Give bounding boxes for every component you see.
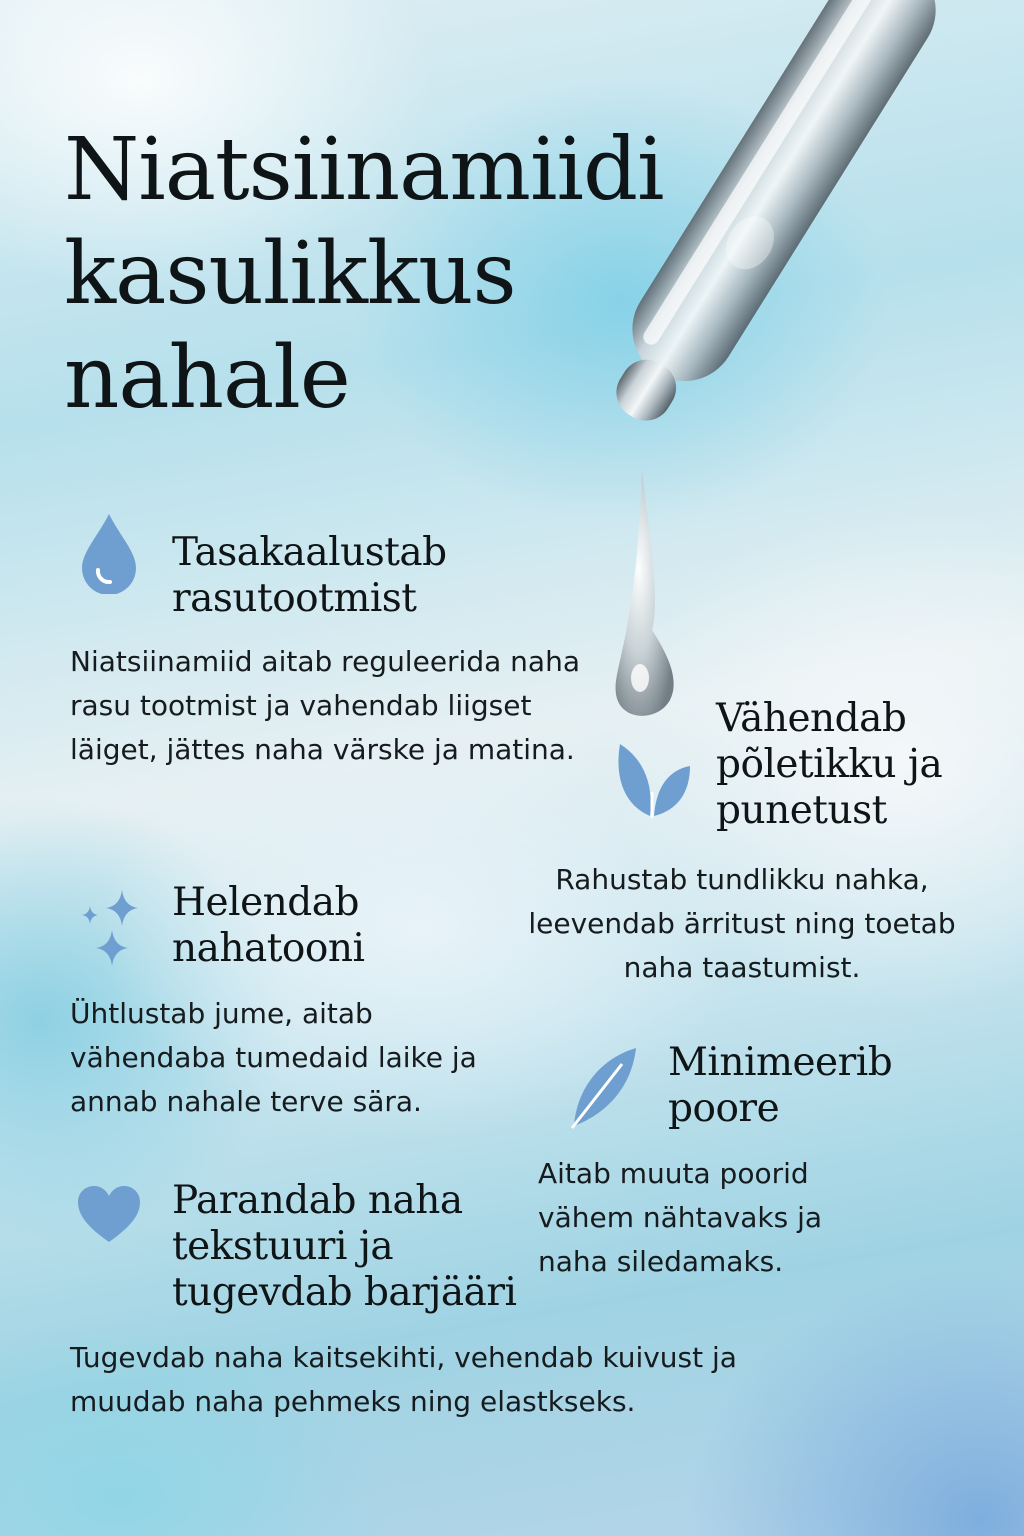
sparkles-icon — [76, 888, 140, 968]
benefit-3-text: Ühtlustab jume, aitab vähendaba tumedaid laike ja annab nahale terve sära. — [70, 997, 477, 1118]
benefit-2-title: Vähendab põletikku ja punetust — [716, 696, 943, 833]
benefit-1-text: Niatsiinamiid aitab reguleerida naha rasu tootmist ja vahendab liigset läiget, jättes naha värske ja matina. — [70, 645, 580, 766]
feather-icon — [566, 1044, 640, 1130]
benefit-2-text: Rahustab tundlikku nahka, leevendab ärritust ning toetab naha taastumist. — [528, 863, 956, 984]
benefit-1-title: Tasakaalustab rasutootmist — [172, 530, 447, 621]
heart-icon — [76, 1184, 142, 1244]
leaves-icon — [612, 736, 692, 820]
benefit-3-title: Helendab nahatooni — [172, 880, 365, 971]
water-drop-icon — [78, 512, 140, 594]
benefit-5-text: Tugevdab naha kaitsekihti, vehendab kuivust ja muudab naha pehmeks ning elastkseks. — [70, 1341, 737, 1418]
benefit-5-title: Parandab naha tekstuuri ja tugevdab barjääri — [172, 1178, 517, 1315]
benefit-4-title: Minimeerib poore — [668, 1040, 893, 1131]
page-title: Niatsiinamiidi kasulikkus nahale — [64, 120, 664, 428]
benefit-4-text: Aitab muuta poorid vähem nähtavaks ja naha siledamaks. — [538, 1157, 823, 1278]
